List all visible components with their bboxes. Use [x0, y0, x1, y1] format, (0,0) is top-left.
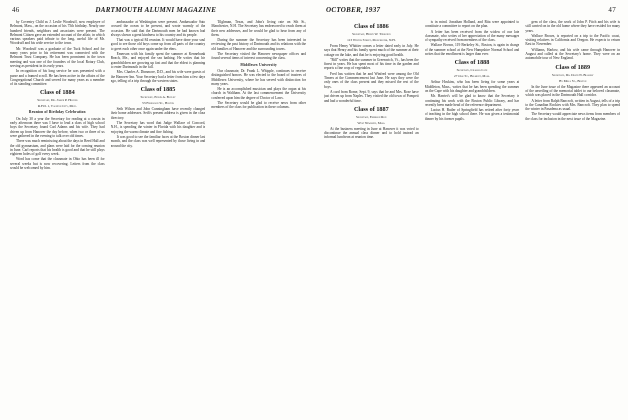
paragraph: Our classmate, Dr. Frank L. Whipple, continues to receive distinguished honors. He was elected to the board of trustees of Middlesex University, where he has served with distinction for many years.: [211, 68, 307, 86]
paragraph: The Secretary has word that Judge Wallace of Concord, N.H., is spending the winter in Florida with his daughter and is enjoying the warm climate and fine fishing.: [110, 121, 206, 134]
paragraph: A letter from Ralph Bancroft, written in August, tells of a trip to the Canadian Rockies with Mrs. Bancroft. They plan to spend the winter in Pasadena as usual.: [525, 98, 621, 112]
right-page: [314, 0, 628, 420]
paragraph: A card from Rome, Sept. 9, says that he and Mrs. Rose have just driven up from Naples. They visited the old town of Pompeii and had a wonderful time.: [324, 89, 419, 103]
right-running-title: OCTOBER, 1937: [326, 6, 381, 14]
paragraph: The Secretary visited the Hanover newspaper offices and found several items of interest concerning the class.: [211, 52, 307, 61]
secretary-line: Secretary, Charles Cate: [456, 68, 488, 73]
left-page-column-2: [111, 20, 206, 416]
class-heading: Class of 1884: [39, 89, 75, 97]
paragraph: "Bill" writes that the summer in Greenwich, Vt., has been the finest in years. He has spent most of his time in the garden and reports a fine crop of vegetables.: [324, 57, 419, 71]
paragraph: Arthur Hoskins, who has been living for some years at Middleton, Mass., writes that he has been spending the summer on the Cape with his daughter and grandchildren.: [424, 80, 520, 93]
paragraph: ambassador at Washington were present. Ambassador Sato crossed the ocean to be present, and wrote warmly of the occasion. He said that the Dartmouth men he had known had always shown a great kindness to his country and its people.: [110, 20, 206, 37]
section-subheading: Reunion of Birthday Celebration: [28, 110, 86, 115]
paragraph: On July 30 a year the Secretary for reading at a cousin in early afternoon there was I have to lead a class of high school boys the Secretary found Carl Adams and his wife. They had driven up from Hanover the day before, when two or three of us were gathered in the evening to talk over old times.: [10, 116, 105, 138]
left-page-number: 46: [12, 6, 20, 14]
paragraph: Mr. Harriet's will be glad to know that the Secretary is continuing his work with the Boston Public Library, and has recently been made head of the reference department.: [424, 94, 520, 107]
secretary-line: 27 Oak St., Belmont, Mass.: [454, 74, 490, 79]
right-columns: [324, 20, 620, 416]
left-page-column-1: [10, 20, 105, 416]
right-page-header: [326, 4, 616, 16]
paragraph: Fred has written that he and Winfred were among the Old Timers at the Commencement last June. He says they were the only ones of the class present and they missed the rest of the boys.: [324, 71, 419, 89]
paragraph: Mr. Woodruff was a graduate of the Tuck School and for many years prior to his retirement was connected with the Belmont Trust Company. He has been prominent in the town meeting and was one of the founders of the local Rotary Club, serving as president in its early years.: [10, 46, 105, 68]
class-heading: Class of 1889: [555, 63, 591, 71]
paragraph: gem of the class, the work of John P. Fitch and his wife is still carried on in the old home where they have resided for many years.: [525, 20, 621, 33]
paragraph: In the June issue of the Magazine there appeared an account of the unveiling of the memorial tablet to our beloved classmate, which was placed in the Dartmouth Hall corridor.: [525, 84, 621, 98]
paragraph: Tilghman, Texas, and John's living rate on Sth St., Manchester, N.H. The Secretary has endeavored to reach them at their new addresses, and he would be glad to hear from any of them.: [211, 20, 307, 37]
right-page-number: 47: [608, 6, 616, 14]
class-heading: Class of 1888: [454, 59, 490, 67]
right-page-column-2: [425, 20, 520, 416]
section-subheading: Middlesex University: [240, 62, 277, 67]
class-heading: Class of 1885: [140, 86, 176, 94]
paragraph: It was good to see the familiar faces at the Boston dinner last month, and the class was well represented by those living in and around the city.: [110, 134, 206, 148]
left-page-header: [12, 4, 302, 16]
left-running-title: DARTMOUTH ALUMNI MAGAZINE: [95, 6, 217, 14]
paragraph: In recognition of his long service he was presented with a purse and a framed scroll. He has been active in the affairs of the Congregational Church and served for many years as a member of its standing committee.: [10, 69, 105, 87]
paragraph: The Secretary would appreciate news items from members of the class for inclusion in the next issue of the Magazine.: [525, 112, 621, 121]
paragraph: Wallace Brown, 119 Berkeley St., Boston, is again in charge of the summer school at the New Hampshire Normal School and writes that the enrollment is larger than ever.: [424, 43, 520, 57]
paragraph: There was much reminiscing about the days in Reed Hall and the old gymnasium, and plans were laid for the coming reunion in June. Carl reports that his health is good and that he still plays eighteen holes of golf every week.: [10, 139, 105, 157]
paragraph: by Coventry Child as J. Leslie Woodruff, now employee of Belmont, Mass., on the occasion of his 75th birthday. Nearly one hundred friends, neighbors and associates were present. The Belmont Citizen gave an extended account of the affair, in which various speakers paid tribute to the long, useful life of Mr. Woodruff and his wide service to the town.: [10, 20, 105, 46]
right-page-column-3: [525, 20, 620, 416]
paragraph: Mrs. Charles A. Dinsmore, D.D., and his wife were guests of the Hanover Inn. Your Secretary had a letter from him a few days ago, telling of a trip through the western states.: [110, 70, 206, 83]
secretary-line: Secretary, Edwin A. Bayley: [140, 95, 176, 100]
secretary-line: West Newbury, Mass.: [357, 120, 386, 125]
secretary-line: Secretary, Emerson Rice: [356, 114, 387, 119]
secretary-line: Secretary, Dr. David N. Blakely: [551, 72, 594, 77]
class-heading: Class of 1887: [353, 105, 389, 113]
left-page-column-3: [211, 20, 306, 416]
paragraph: That was a typical 84 reunion. It would have done your soul good to see those old boys come up from all parts of the country to greet each other once again under the elms.: [110, 38, 206, 51]
right-page-column-1: [324, 20, 419, 416]
paragraph: During the summer the Secretary has been interested in reviewing the past history of Dartmouth and its relations with the old families of Hanover and the surrounding towns.: [211, 38, 307, 51]
secretary-line: Secretary, Henry W. Thurston: [352, 32, 391, 36]
paragraph: A letter has been received from the widow of our late classmate, who writes of her appreciation of the many messages of sympathy received from members of the class.: [424, 29, 520, 43]
paragraph: Wallace Brown, is reported on a trip to the Pacific coast, visiting relatives in California and Oregon. He expects to return East in November.: [525, 33, 621, 47]
secretary-line: By Mills St., Boston: [559, 78, 587, 83]
paragraph: Emerson with his family spent the summer at Kennebunk Beach, Me., and enjoyed the sea bathing. He writes that his grandchildren are growing up fast and that the eldest is planning to enter Dartmouth in the fall.: [110, 52, 206, 69]
secretary-line: 53 Fernwood St., Boston: [142, 101, 174, 106]
paragraph: Word has come that the classmate in Ohio has been ill for several weeks but is now recovering. Letters from the class would be welcomed by him.: [10, 157, 105, 171]
paragraph: Williams, Harlow, and his wife came through Hanover in August and called at the Secretary's home. They were on an automobile tour of New England.: [525, 47, 621, 61]
paragraph: Lucius H. Butler of Springfield has retired after forty years of teaching in the high school there. He was given a testimonial dinner by his former pupils.: [424, 108, 520, 121]
paragraph: is in mind. Jonathan Holland, and Rita were appointed to constitute a committee to report on the plan.: [424, 20, 520, 29]
paragraph: The Secretary would be glad to receive news from other members of the class for publication in these columns.: [211, 101, 307, 110]
left-columns: [10, 20, 306, 416]
paragraph: At the business meeting in June at Hanover it was voted to discontinue the annual class dinner and to hold instead an informal luncheon at reunion time.: [324, 126, 419, 140]
paragraph: Seth Wilson and John Cunningham have recently changed their home addresses. Seth's present address is given in the class directory.: [110, 107, 206, 120]
class-heading: Class of 1886: [353, 23, 389, 30]
paragraph: From Henry Whittier comes a letter dated early in July. He says that Henry and his family spent much of the summer at their cottage on the lake, and that he is enjoying good health.: [324, 44, 419, 57]
paragraph: He is an accomplished musician and plays the organ at his church in Waltham. At the last commencement the University conferred upon him the degree of Doctor of Laws.: [211, 87, 307, 100]
secretary-line: R.F.D. 1, Taunton City, Mich.: [37, 104, 77, 109]
secretary-line: Secretary, Dr. Joseph P. Higgins: [37, 98, 78, 103]
secretary-line: 113 Wilton Street, Manchester, N.H.: [347, 38, 396, 42]
